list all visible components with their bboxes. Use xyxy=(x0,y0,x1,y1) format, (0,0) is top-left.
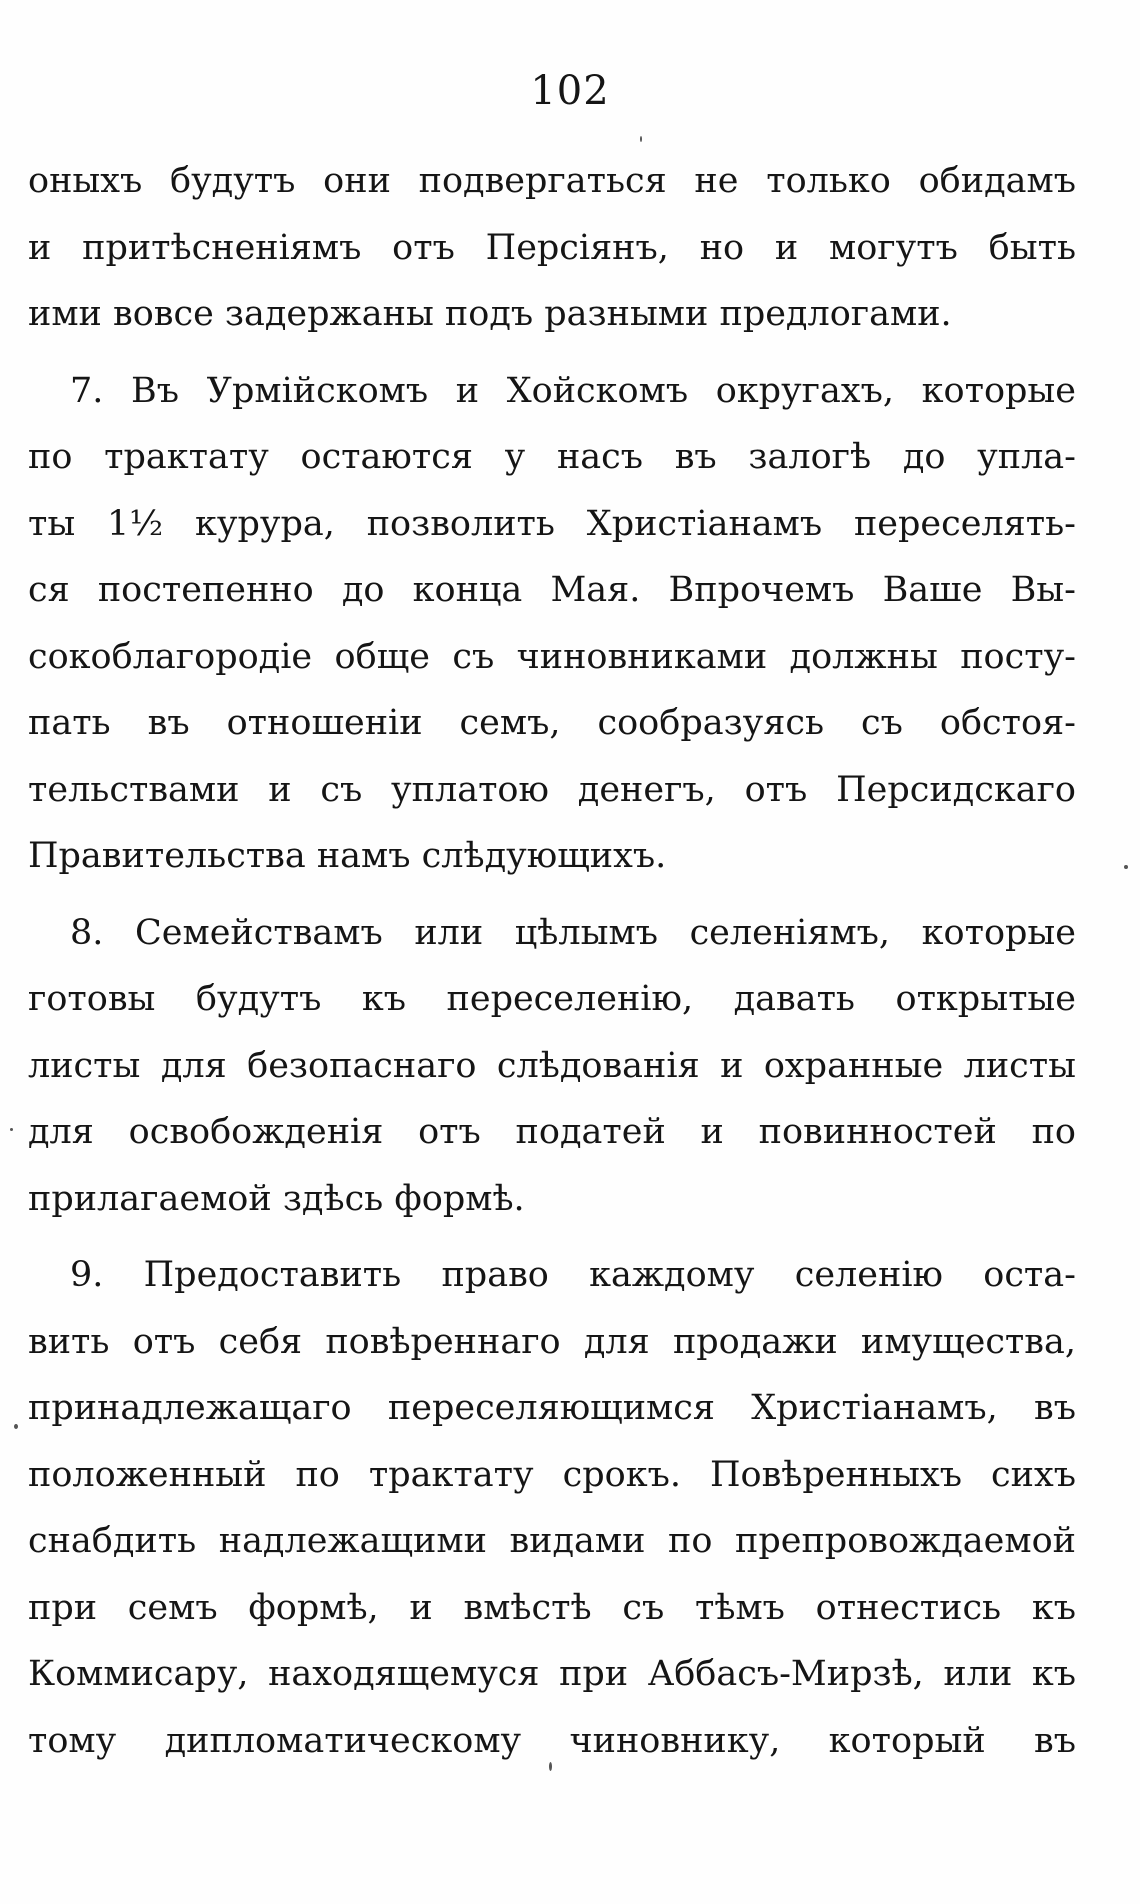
text-line: ты 1½ курура, позволить Христiанамъ переселять- xyxy=(28,503,1076,544)
scan-speck xyxy=(14,1424,18,1429)
text-line: ся постепенно до конца Мая. Впрочемъ Ваше Вы- xyxy=(28,570,1076,610)
body-text xyxy=(28,148,1076,1774)
scan-speck xyxy=(10,1128,13,1131)
text-line: для освобожденiя отъ податей и повинностей по xyxy=(28,1112,1076,1152)
paragraph xyxy=(28,148,1076,348)
text-line: листы для безопаснаго слѣдованiя и охранные листы xyxy=(28,1045,1076,1086)
paragraph xyxy=(28,1242,1076,1774)
text-line: при семъ формѣ, и вмѣстѣ съ тѣмъ отнестись къ xyxy=(28,1587,1076,1628)
text-line: прилагаемой здѣсь формѣ. xyxy=(28,1178,525,1219)
text-line: и притѣсненiямъ отъ Персiянъ, но и могутъ быть xyxy=(28,227,1076,268)
text-line: сокоблагородiе обще съ чиновниками должны посту- xyxy=(28,636,1076,677)
text-line: Правительства намъ слѣдующихъ. xyxy=(28,836,667,876)
text-line: оныхъ будутъ они подвергаться не только обидамъ xyxy=(28,161,1076,201)
text-line: готовы будутъ къ переселенiю, давать открытые xyxy=(28,979,1076,1019)
page-number: 102 xyxy=(530,68,610,114)
text-line: ими вовсе задержаны подъ разными предлогами. xyxy=(28,294,952,334)
paragraph xyxy=(28,358,1076,890)
text-line: 7. Въ Урмiйскомъ и Хойскомъ округахъ, которые xyxy=(70,370,1076,411)
text-line: положенный по трактату срокъ. Повѣренныхъ сихъ xyxy=(28,1454,1076,1495)
scan-speck xyxy=(549,1762,552,1771)
paragraph xyxy=(28,900,1076,1233)
text-line: 8. Семействамъ или цѣлымъ селенiямъ, которые xyxy=(70,912,1076,953)
text-line: тому дипломатическому чиновнику, который въ xyxy=(28,1720,1076,1761)
text-line: по трактату остаются у насъ въ залогѣ до упла- xyxy=(28,437,1076,477)
scan-speck xyxy=(1124,865,1128,869)
text-line: 9. Предоставить право каждому селенiю оста- xyxy=(70,1255,1076,1295)
text-line: Коммисару, находящемуся при Аббасъ-Мирзѣ, или къ xyxy=(28,1654,1076,1694)
scan-speck xyxy=(640,136,642,142)
text-line: тельствами и съ уплатою денегъ, отъ Персидскаго xyxy=(28,769,1076,810)
text-line: вить отъ себя повѣреннаго для продажи имущества, xyxy=(28,1321,1076,1362)
text-line: принадлежащаго переселяющимся Христiанамъ, въ xyxy=(28,1388,1076,1428)
text-line: пать въ отношенiи семъ, сообразуясь съ обстоя- xyxy=(28,703,1076,743)
text-line: снабдить надлежащими видами по препровождаемой xyxy=(28,1521,1076,1561)
